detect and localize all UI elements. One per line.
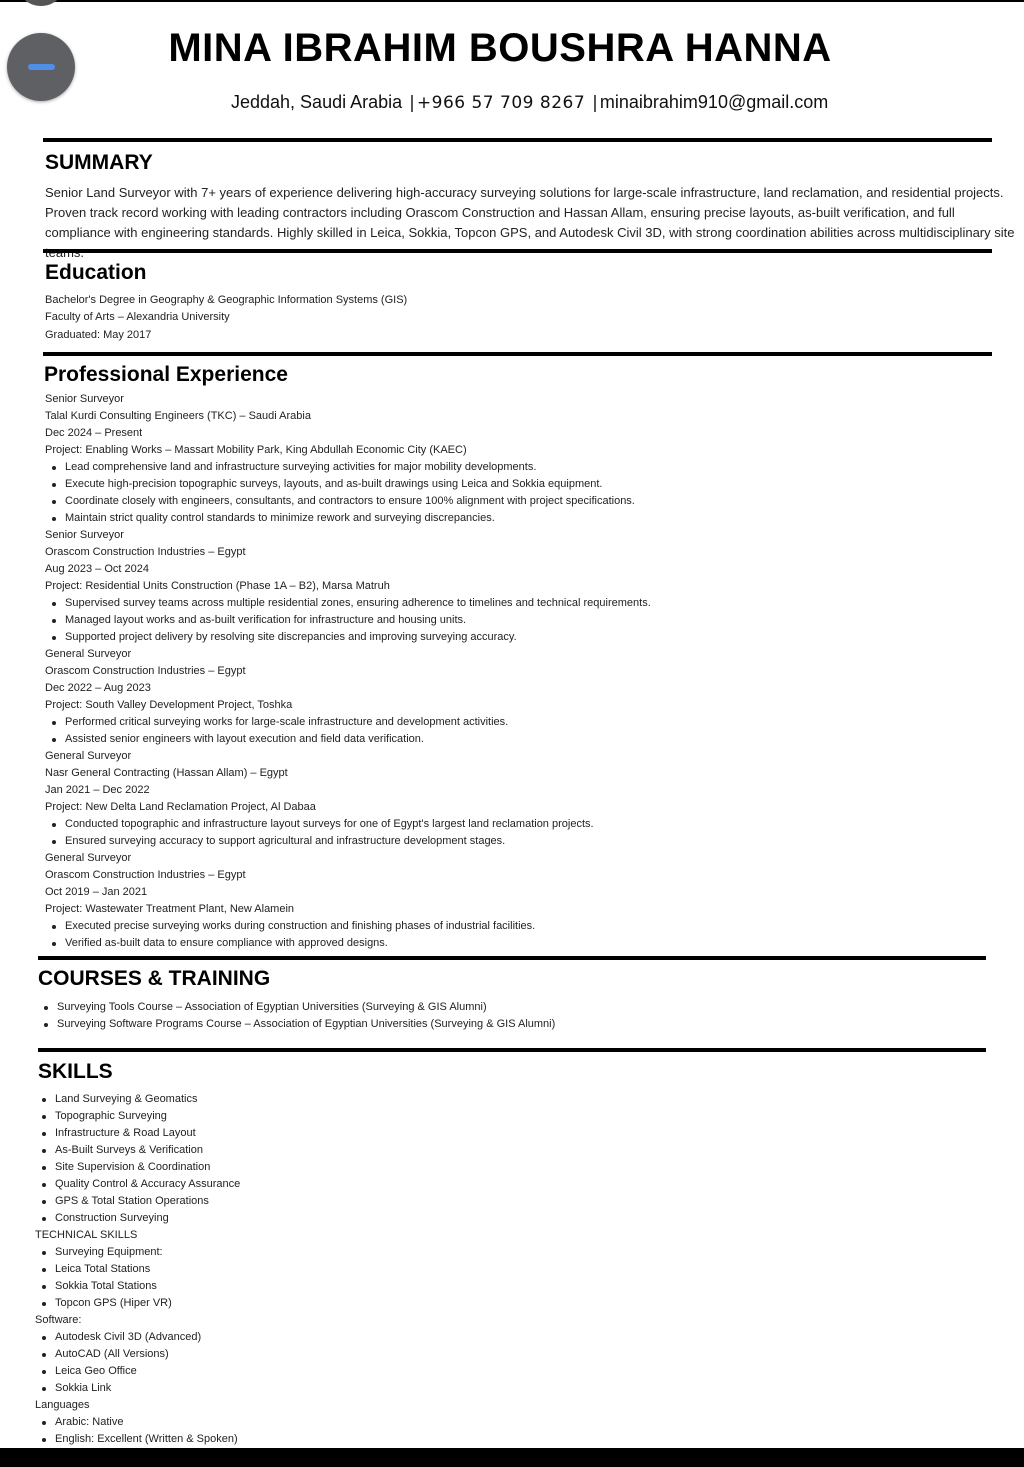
- phone: +966 57 709 8267: [416, 93, 586, 113]
- education-title: Education: [45, 261, 147, 284]
- course-item: Surveying Software Programs Course – Association of Egyptian Universities (Surveying & GIS Alumni): [37, 1016, 555, 1033]
- equipment-item: Leica Total Stations: [35, 1261, 240, 1278]
- job-dates: Aug 2023 – Oct 2024: [45, 563, 149, 575]
- contact-line: Jeddah, Saudi Arabia | +966 57 709 8267 | minaibrahim910@gmail.com: [231, 92, 829, 113]
- job-company: Talal Kurdi Consulting Engineers (TKC) – Saudi Arabia: [45, 410, 311, 422]
- job-bullet: Execute high-precision topographic surveys, layouts, and as-built drawings using Leica and Sokkia equipment.: [45, 476, 651, 493]
- job-role: General Surveyor: [45, 648, 132, 660]
- language-item: Arabic: Native: [35, 1414, 240, 1431]
- skill-item: Land Surveying & Geomatics: [35, 1091, 240, 1108]
- section-divider: [43, 352, 992, 356]
- job-bullet: Lead comprehensive land and infrastructure surveying activities for major mobility developments.: [45, 459, 651, 476]
- summary-text: Senior Land Surveyor with 7+ years of experience delivering high-accuracy surveying solutions for large-scale infrastructure, land reclamation, and residential projects. Proven track record working with leading contractors including Orascom Construction and Hassan Allam, ensuring precise layouts, as-built verification, and full compliance with engineering standards. Highly skilled in Leica, Sokkia, Topcon GPS, and Autodesk Civil 3D, with strong coordination abilities across multidisciplinary site: [45, 185, 1015, 240]
- equipment-item: Surveying Equipment:: [35, 1244, 240, 1261]
- skill-item: Construction Surveying: [35, 1210, 240, 1227]
- job-bullet: Conducted topographic and infrastructure layout surveys for one of Egypt's largest land reclamation projects.: [45, 816, 651, 833]
- course-item: Surveying Tools Course – Association of Egyptian Universities (Surveying & GIS Alumni): [37, 999, 555, 1016]
- job-bullet: Maintain strict quality control standards to minimize rework and surveying discrepancies.: [45, 510, 651, 527]
- software-item: Leica Geo Office: [35, 1363, 240, 1380]
- courses-title: COURSES & TRAINING: [38, 967, 271, 990]
- section-divider: [38, 956, 986, 960]
- skills-list: [35, 1091, 240, 1448]
- job-role: General Surveyor: [45, 750, 132, 762]
- faculty: Faculty of Arts – Alexandria University: [45, 311, 230, 323]
- job-bullet: Managed layout works and as-built verification for infrastructure and housing units.: [45, 612, 651, 629]
- courses-list: [37, 999, 555, 1033]
- summary-title: SUMMARY: [45, 151, 153, 174]
- job-company: Orascom Construction Industries – Egypt: [45, 869, 246, 881]
- job-bullet: Assisted senior engineers with layout execution and field data verification.: [45, 731, 651, 748]
- job-bullet: Performed critical surveying works for large-scale infrastructure and development activities.: [45, 714, 651, 731]
- job-bullet: Coordinate closely with engineers, consultants, and contractors to ensure 100% alignment with project specifications.: [45, 493, 651, 510]
- skills-title: SKILLS: [38, 1060, 113, 1083]
- job-role: Senior Surveyor: [45, 393, 124, 405]
- section-divider: [43, 138, 992, 142]
- bottom-bar: [0, 1448, 1024, 1467]
- job-project: Project: Enabling Works – Massart Mobility Park, King Abdullah Economic City (KAEC): [45, 444, 467, 456]
- skill-item: Quality Control & Accuracy Assurance: [35, 1176, 240, 1193]
- skill-item: Site Supervision & Coordination: [35, 1159, 240, 1176]
- job-bullet: Ensured surveying accuracy to support agricultural and infrastructure development stages.: [45, 833, 651, 850]
- graduated: Graduated: May 2017: [45, 329, 152, 341]
- section-divider: [43, 249, 992, 253]
- experience-title: Professional Experience: [44, 363, 288, 386]
- job-bullet: Supported project delivery by resolving site discrepancies and improving surveying accuracy.: [45, 629, 651, 646]
- languages-label: Languages: [35, 1399, 90, 1411]
- job-dates: Dec 2024 – Present: [45, 427, 143, 439]
- language-item: English: Excellent (Written & Spoken): [35, 1431, 240, 1448]
- location: Jeddah, Saudi Arabia: [231, 92, 403, 112]
- job-dates: Dec 2022 – Aug 2023: [45, 682, 151, 694]
- job-bullet: Executed precise surveying works during construction and finishing phases of industrial facilities.: [45, 918, 651, 935]
- job-dates: Oct 2019 – Jan 2021: [45, 886, 148, 898]
- skill-item: As-Built Surveys & Verification: [35, 1142, 240, 1159]
- job-project: Project: South Valley Development Project, Toshka: [45, 699, 293, 711]
- equipment-item: Topcon GPS (Hiper VR): [35, 1295, 240, 1312]
- job-project: Project: Residential Units Construction (Phase 1A – B2), Marsa Matruh: [45, 580, 390, 592]
- job-company: Orascom Construction Industries – Egypt: [45, 665, 246, 677]
- software-item: Sokkia Link: [35, 1380, 240, 1397]
- job-role: General Surveyor: [45, 852, 132, 864]
- equipment-item: Sokkia Total Stations: [35, 1278, 240, 1295]
- email[interactable]: minaibrahim910@gmail.com: [599, 92, 829, 112]
- candidate-name: MINA IBRAHIM BOUSHRA HANNA: [168, 26, 832, 70]
- degree: Bachelor's Degree in Geography & Geographic Information Systems (GIS): [45, 294, 408, 306]
- job-dates: Jan 2021 – Dec 2022: [45, 784, 150, 796]
- skill-item: Infrastructure & Road Layout: [35, 1125, 240, 1142]
- job-project: Project: New Delta Land Reclamation Project, Al Dabaa: [45, 801, 316, 813]
- skill-item: Topographic Surveying: [35, 1108, 240, 1125]
- software-item: Autodesk Civil 3D (Advanced): [35, 1329, 240, 1346]
- job-bullet: Verified as-built data to ensure compliance with approved designs.: [45, 935, 651, 952]
- job-role: Senior Surveyor: [45, 529, 124, 541]
- technical-skills-label: TECHNICAL SKILLS: [35, 1229, 138, 1241]
- job-bullet: Supervised survey teams across multiple residential zones, ensuring adherence to timelines and technical requirements.: [45, 595, 651, 612]
- experience-list: [45, 391, 651, 952]
- top-edge-line: [0, 0, 1024, 2]
- job-company: Nasr General Contracting (Hassan Allam) – Egypt: [45, 767, 288, 779]
- job-project: Project: Wastewater Treatment Plant, New Alamein: [45, 903, 295, 915]
- skill-item: GPS & Total Station Operations: [35, 1193, 240, 1210]
- education-details: [45, 292, 407, 345]
- job-company: Orascom Construction Industries – Egypt: [45, 546, 246, 558]
- software-label: Software:: [35, 1314, 82, 1326]
- software-item: AutoCAD (All Versions): [35, 1346, 240, 1363]
- section-divider: [38, 1048, 986, 1052]
